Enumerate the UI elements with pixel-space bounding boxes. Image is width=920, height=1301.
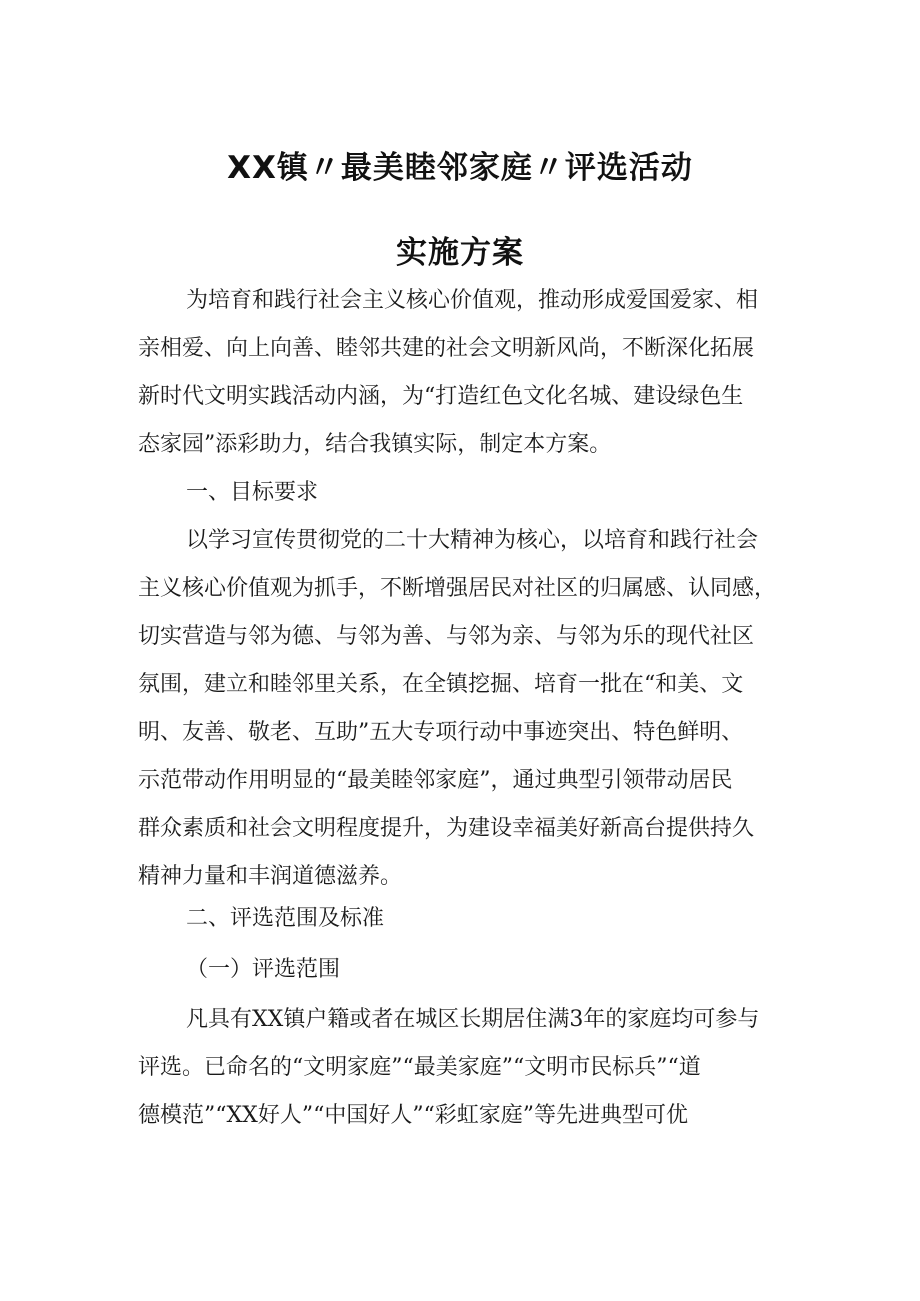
subsection-heading-scope: （一）评选范围 [186,957,341,982]
paragraph-line: 示范带动作用明显的“最美睦邻家庭”，通过典型引领带动居民 [138,768,733,793]
paragraph-line: 明、友善、敬老、互助”五大专项行动中事迹突出、特色鲜明、 [138,720,744,745]
paragraph-line: 主义核心价值观为抓手，不断增强居民对社区的归属感、认同感， [138,576,777,601]
document-title-line-2: 实施方案 [396,235,524,271]
paragraph-line: 氛围，建立和睦邻里关系，在全镇挖掘、培育一批在“和美、文 [138,672,744,697]
paragraph-line: 评选。已命名的“文明家庭”“最美家庭”“文明市民标兵”“道 [138,1055,701,1080]
paragraph-line: 德模范”“XX好人”“中国好人”“彩虹家庭”等先进典型可优 [138,1103,689,1128]
paragraph-line: 态家园”添彩助力，结合我镇实际，制定本方案。 [138,432,612,457]
section-heading-goals: 一、目标要求 [186,480,319,505]
paragraph-line: 精神力量和丰润道德滋养。 [138,864,403,889]
paragraph-line: 亲相爱、向上向善、睦邻共建的社会文明新风尚，不断深化拓展 [138,336,755,361]
document-title-line-1: XX镇〃最美睦邻家庭〃评选活动 [227,150,693,186]
paragraph-line: 切实营造与邻为德、与邻为善、与邻为亲、与邻为乐的现代社区 [138,624,755,649]
paragraph-line: 群众素质和社会文明程度提升，为建设幸福美好新高台提供持久 [138,816,755,841]
paragraph-line: 凡具有XX镇户籍或者在城区长期居住满3年的家庭均可参与 [186,1007,760,1032]
section-heading-scope: 二、评选范围及标准 [186,906,385,931]
paragraph-line: 为培育和践行社会主义核心价值观，推动形成爱国爱家、相 [186,288,759,313]
paragraph-line: 新时代文明实践活动内涵，为“打造红色文化名城、建设绿色生 [138,384,744,409]
paragraph-line: 以学习宣传贯彻党的二十大精神为核心，以培育和践行社会 [186,528,759,553]
